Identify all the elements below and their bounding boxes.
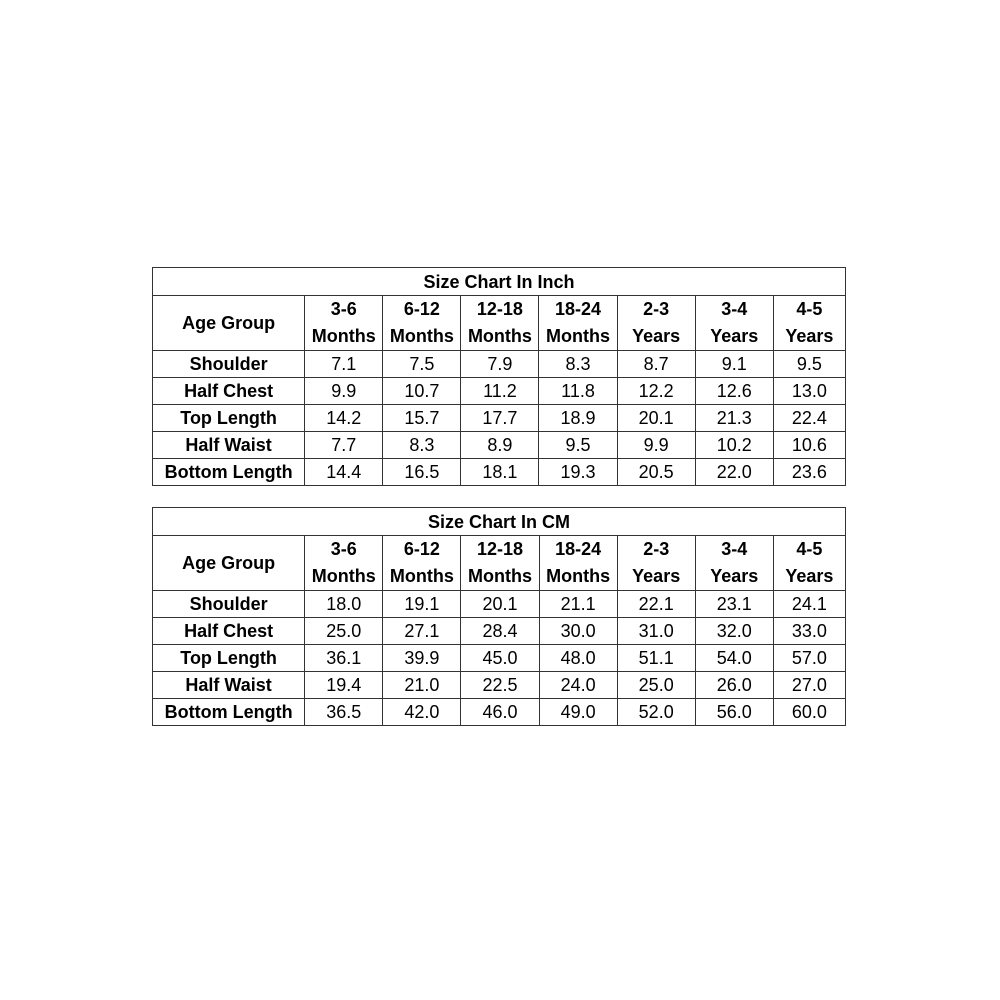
table-row	[153, 378, 846, 405]
column-header-range: 3-4	[721, 299, 748, 319]
measurement-label: Top Length	[153, 405, 305, 432]
column-header-unit: Months	[389, 566, 454, 586]
column-header	[539, 536, 617, 591]
measurement-value: 23.1	[695, 591, 773, 618]
table-header-row	[153, 536, 846, 591]
measurement-value: 8.9	[461, 432, 539, 459]
column-header-range: 3-6	[330, 299, 357, 319]
column-header-range: 2-3	[643, 539, 670, 559]
measurement-value: 21.1	[539, 591, 617, 618]
measurement-value: 24.1	[773, 591, 845, 618]
table-row	[153, 672, 846, 699]
measurement-value: 8.3	[383, 432, 461, 459]
table-title: Size Chart In CM	[153, 508, 846, 536]
measurement-value: 32.0	[695, 618, 773, 645]
measurement-value: 39.9	[383, 645, 461, 672]
column-header-range: 2-3	[643, 299, 670, 319]
column-header	[773, 296, 845, 351]
measurement-value: 36.5	[305, 699, 383, 726]
measurement-value: 30.0	[539, 618, 617, 645]
column-header-range: 4-5	[796, 539, 823, 559]
measurement-value: 27.1	[383, 618, 461, 645]
measurement-value: 9.1	[695, 351, 773, 378]
measurement-value: 27.0	[773, 672, 845, 699]
column-header-unit: Years	[785, 326, 834, 346]
column-header-unit: Months	[546, 326, 611, 346]
measurement-value: 46.0	[461, 699, 539, 726]
column-header-unit: Years	[632, 566, 681, 586]
column-header	[695, 296, 773, 351]
measurement-value: 19.1	[383, 591, 461, 618]
measurement-value: 49.0	[539, 699, 617, 726]
measurement-value: 26.0	[695, 672, 773, 699]
measurement-label: Half Waist	[153, 432, 305, 459]
measurement-value: 52.0	[617, 699, 695, 726]
table-row	[153, 432, 846, 459]
measurement-label: Bottom Length	[153, 459, 305, 486]
measurement-value: 33.0	[773, 618, 845, 645]
measurement-label: Shoulder	[153, 591, 305, 618]
size-chart-cm-table	[152, 507, 846, 726]
measurement-value: 8.3	[539, 351, 617, 378]
column-header	[695, 536, 773, 591]
measurement-value: 20.1	[461, 591, 539, 618]
measurement-value: 9.5	[773, 351, 845, 378]
column-header	[461, 296, 539, 351]
column-header-unit: Months	[467, 326, 532, 346]
measurement-value: 11.2	[461, 378, 539, 405]
measurement-value: 17.7	[461, 405, 539, 432]
column-header	[617, 536, 695, 591]
table-row	[153, 645, 846, 672]
age-group-header: Age Group	[153, 296, 305, 351]
measurement-value: 13.0	[773, 378, 845, 405]
age-group-header: Age Group	[153, 536, 305, 591]
measurement-value: 36.1	[305, 645, 383, 672]
column-header-range: 18-24	[555, 539, 602, 559]
measurement-value: 18.0	[305, 591, 383, 618]
measurement-value: 22.1	[617, 591, 695, 618]
column-header-unit: Months	[467, 566, 532, 586]
measurement-value: 7.5	[383, 351, 461, 378]
measurement-value: 20.5	[617, 459, 695, 486]
column-header-range: 18-24	[555, 299, 602, 319]
column-header	[461, 536, 539, 591]
measurement-value: 48.0	[539, 645, 617, 672]
column-header-range: 3-6	[330, 539, 357, 559]
measurement-value: 20.1	[617, 405, 695, 432]
measurement-value: 19.4	[305, 672, 383, 699]
column-header-unit: Months	[311, 326, 376, 346]
table-title-row	[153, 508, 846, 536]
column-header	[383, 536, 461, 591]
size-chart-cm-body	[153, 508, 846, 726]
column-header-range: 4-5	[796, 299, 823, 319]
measurement-value: 51.1	[617, 645, 695, 672]
column-header	[383, 296, 461, 351]
measurement-value: 18.9	[539, 405, 617, 432]
measurement-value: 19.3	[539, 459, 617, 486]
table-header-row	[153, 296, 846, 351]
measurement-value: 60.0	[773, 699, 845, 726]
measurement-label: Half Chest	[153, 378, 305, 405]
measurement-label: Half Waist	[153, 672, 305, 699]
measurement-value: 56.0	[695, 699, 773, 726]
table-row	[153, 351, 846, 378]
size-chart-inch-table	[152, 267, 846, 486]
measurement-value: 9.9	[305, 378, 383, 405]
size-chart-inch-body	[153, 268, 846, 486]
measurement-label: Top Length	[153, 645, 305, 672]
measurement-value: 22.0	[695, 459, 773, 486]
table-row	[153, 699, 846, 726]
column-header-range: 12-18	[476, 539, 523, 559]
measurement-value: 11.8	[539, 378, 617, 405]
column-header-range: 12-18	[476, 299, 523, 319]
column-header-unit: Years	[710, 326, 759, 346]
column-header-unit: Months	[546, 566, 611, 586]
measurement-value: 16.5	[383, 459, 461, 486]
measurement-value: 8.7	[617, 351, 695, 378]
measurement-value: 42.0	[383, 699, 461, 726]
measurement-value: 23.6	[773, 459, 845, 486]
measurement-value: 12.6	[695, 378, 773, 405]
measurement-label: Half Chest	[153, 618, 305, 645]
measurement-value: 21.3	[695, 405, 773, 432]
measurement-value: 45.0	[461, 645, 539, 672]
column-header-range: 6-12	[403, 539, 440, 559]
measurement-value: 9.5	[539, 432, 617, 459]
measurement-label: Bottom Length	[153, 699, 305, 726]
measurement-value: 22.5	[461, 672, 539, 699]
measurement-value: 7.7	[305, 432, 383, 459]
measurement-value: 24.0	[539, 672, 617, 699]
column-header-range: 6-12	[403, 299, 440, 319]
column-header	[305, 296, 383, 351]
measurement-value: 21.0	[383, 672, 461, 699]
measurement-value: 10.2	[695, 432, 773, 459]
measurement-value: 25.0	[305, 618, 383, 645]
column-header-unit: Months	[311, 566, 376, 586]
measurement-value: 14.4	[305, 459, 383, 486]
column-header-unit: Years	[632, 326, 681, 346]
measurement-value: 10.7	[383, 378, 461, 405]
column-header-unit: Months	[389, 326, 454, 346]
measurement-value: 22.4	[773, 405, 845, 432]
measurement-value: 31.0	[617, 618, 695, 645]
measurement-value: 10.6	[773, 432, 845, 459]
measurement-value: 7.1	[305, 351, 383, 378]
column-header	[773, 536, 845, 591]
table-row	[153, 591, 846, 618]
measurement-value: 12.2	[617, 378, 695, 405]
measurement-value: 14.2	[305, 405, 383, 432]
column-header-range: 3-4	[721, 539, 748, 559]
measurement-value: 15.7	[383, 405, 461, 432]
measurement-value: 57.0	[773, 645, 845, 672]
measurement-value: 54.0	[695, 645, 773, 672]
column-header	[305, 536, 383, 591]
column-header	[617, 296, 695, 351]
table-row	[153, 405, 846, 432]
measurement-value: 18.1	[461, 459, 539, 486]
column-header-unit: Years	[785, 566, 834, 586]
measurement-value: 7.9	[461, 351, 539, 378]
measurement-value: 9.9	[617, 432, 695, 459]
measurement-value: 25.0	[617, 672, 695, 699]
table-title-row	[153, 268, 846, 296]
column-header-unit: Years	[710, 566, 759, 586]
measurement-value: 28.4	[461, 618, 539, 645]
table-title: Size Chart In Inch	[153, 268, 846, 296]
measurement-label: Shoulder	[153, 351, 305, 378]
table-row	[153, 459, 846, 486]
table-row	[153, 618, 846, 645]
column-header	[539, 296, 617, 351]
